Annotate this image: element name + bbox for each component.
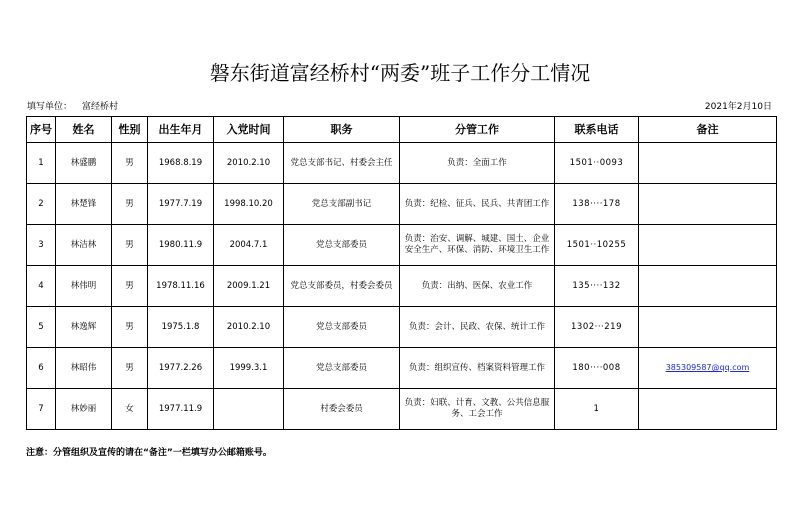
cell-work: 负责：妇联、计育、文教、公共信息服务、工会工作 bbox=[400, 389, 555, 430]
header-remark: 备注 bbox=[639, 117, 777, 143]
cell-work: 负责：会计、民政、农保、统计工作 bbox=[400, 307, 555, 348]
cell-party-date: 1999.3.1 bbox=[214, 348, 284, 389]
header-phone: 联系电话 bbox=[555, 117, 639, 143]
cell-party-date: 1998.10.20 bbox=[214, 184, 284, 225]
table-row bbox=[27, 348, 777, 389]
header-party-date: 入党时间 bbox=[214, 117, 284, 143]
cell-name: 林楚锋 bbox=[56, 184, 112, 225]
cell-birth: 1977.2.26 bbox=[148, 348, 214, 389]
cell-position: 党总支部委员，村委会委员 bbox=[284, 266, 400, 307]
cell-party-date: 2004.7.1 bbox=[214, 225, 284, 266]
cell-birth: 1968.8.19 bbox=[148, 143, 214, 184]
staff-table bbox=[26, 116, 777, 430]
cell-phone: 1501··0093 bbox=[555, 143, 639, 184]
cell-birth: 1977.7.19 bbox=[148, 184, 214, 225]
cell-birth: 1978.11.16 bbox=[148, 266, 214, 307]
cell-phone: 138····178 bbox=[555, 184, 639, 225]
cell-gender: 男 bbox=[112, 307, 148, 348]
header-birth: 出生年月 bbox=[148, 117, 214, 143]
table-header-row bbox=[27, 117, 777, 143]
cell-remark bbox=[639, 266, 777, 307]
cell-no: 1 bbox=[27, 143, 56, 184]
page-title: 磐东街道富经桥村“两委”班子工作分工情况 bbox=[209, 61, 591, 85]
header-position: 职务 bbox=[284, 117, 400, 143]
fill-unit-label: 填写单位： bbox=[27, 102, 73, 112]
fill-unit bbox=[27, 99, 128, 112]
cell-remark bbox=[639, 307, 777, 348]
cell-party-date: 2010.2.10 bbox=[214, 307, 284, 348]
cell-position: 党总支部副书记 bbox=[284, 184, 400, 225]
cell-remark bbox=[639, 348, 777, 389]
table-row bbox=[27, 225, 777, 266]
cell-position: 党总支部委员 bbox=[284, 348, 400, 389]
cell-work: 负责：组织宣传、档案资料管理工作 bbox=[400, 348, 555, 389]
footnote: 注意：分管组织及宣传的请在“备注”一栏填写办公邮箱账号。 bbox=[26, 448, 272, 458]
cell-no: 2 bbox=[27, 184, 56, 225]
cell-phone: 1 bbox=[555, 389, 639, 430]
cell-no: 7 bbox=[27, 389, 56, 430]
cell-work: 负责：治安、调解、城建、国土、企业安全生产、环保、消防、环境卫生工作 bbox=[400, 225, 555, 266]
cell-work: 负责：出纳、医保、农业工作 bbox=[400, 266, 555, 307]
cell-phone: 1501··10255 bbox=[555, 225, 639, 266]
cell-party-date bbox=[214, 389, 284, 430]
cell-phone: 135····132 bbox=[555, 266, 639, 307]
cell-no: 5 bbox=[27, 307, 56, 348]
cell-gender: 女 bbox=[112, 389, 148, 430]
cell-phone: 1302···219 bbox=[555, 307, 639, 348]
table-row bbox=[27, 389, 777, 430]
table-row bbox=[27, 184, 777, 225]
table-row bbox=[27, 266, 777, 307]
cell-birth: 1975.1.8 bbox=[148, 307, 214, 348]
header-no: 序号 bbox=[27, 117, 56, 143]
cell-work: 负责：纪检、征兵、民兵、共青团工作 bbox=[400, 184, 555, 225]
cell-work: 负责：全面工作 bbox=[400, 143, 555, 184]
cell-name: 林逸辉 bbox=[56, 307, 112, 348]
fill-unit-value: 富经桥村 bbox=[82, 102, 119, 112]
cell-no: 6 bbox=[27, 348, 56, 389]
cell-position: 村委会委员 bbox=[284, 389, 400, 430]
cell-name: 林盛鹏 bbox=[56, 143, 112, 184]
cell-gender: 男 bbox=[112, 266, 148, 307]
header-name: 姓名 bbox=[56, 117, 112, 143]
cell-remark bbox=[639, 143, 777, 184]
table-row bbox=[27, 143, 777, 184]
header-work: 分管工作 bbox=[400, 117, 555, 143]
cell-gender: 男 bbox=[112, 348, 148, 389]
cell-gender: 男 bbox=[112, 225, 148, 266]
cell-position: 党总支部委员 bbox=[284, 307, 400, 348]
cell-birth: 1980.11.9 bbox=[148, 225, 214, 266]
fill-date: 2021年2月10日 bbox=[704, 102, 772, 112]
email-link[interactable]: 385309587@qq.com bbox=[665, 363, 750, 372]
cell-party-date: 2009.1.21 bbox=[214, 266, 284, 307]
cell-phone: 180····008 bbox=[555, 348, 639, 389]
cell-name: 林妙丽 bbox=[56, 389, 112, 430]
cell-no: 3 bbox=[27, 225, 56, 266]
cell-remark bbox=[639, 389, 777, 430]
cell-no: 4 bbox=[27, 266, 56, 307]
cell-birth: 1977.11.9 bbox=[148, 389, 214, 430]
cell-name: 林洁林 bbox=[56, 225, 112, 266]
cell-name: 林昭伟 bbox=[56, 348, 112, 389]
table-row bbox=[27, 307, 777, 348]
cell-remark bbox=[639, 225, 777, 266]
cell-position: 党总支部书记、村委会主任 bbox=[284, 143, 400, 184]
cell-party-date: 2010.2.10 bbox=[214, 143, 284, 184]
cell-name: 林伟明 bbox=[56, 266, 112, 307]
cell-gender: 男 bbox=[112, 184, 148, 225]
cell-position: 党总支部委员 bbox=[284, 225, 400, 266]
cell-remark bbox=[639, 184, 777, 225]
cell-gender: 男 bbox=[112, 143, 148, 184]
header-gender: 性别 bbox=[112, 117, 148, 143]
